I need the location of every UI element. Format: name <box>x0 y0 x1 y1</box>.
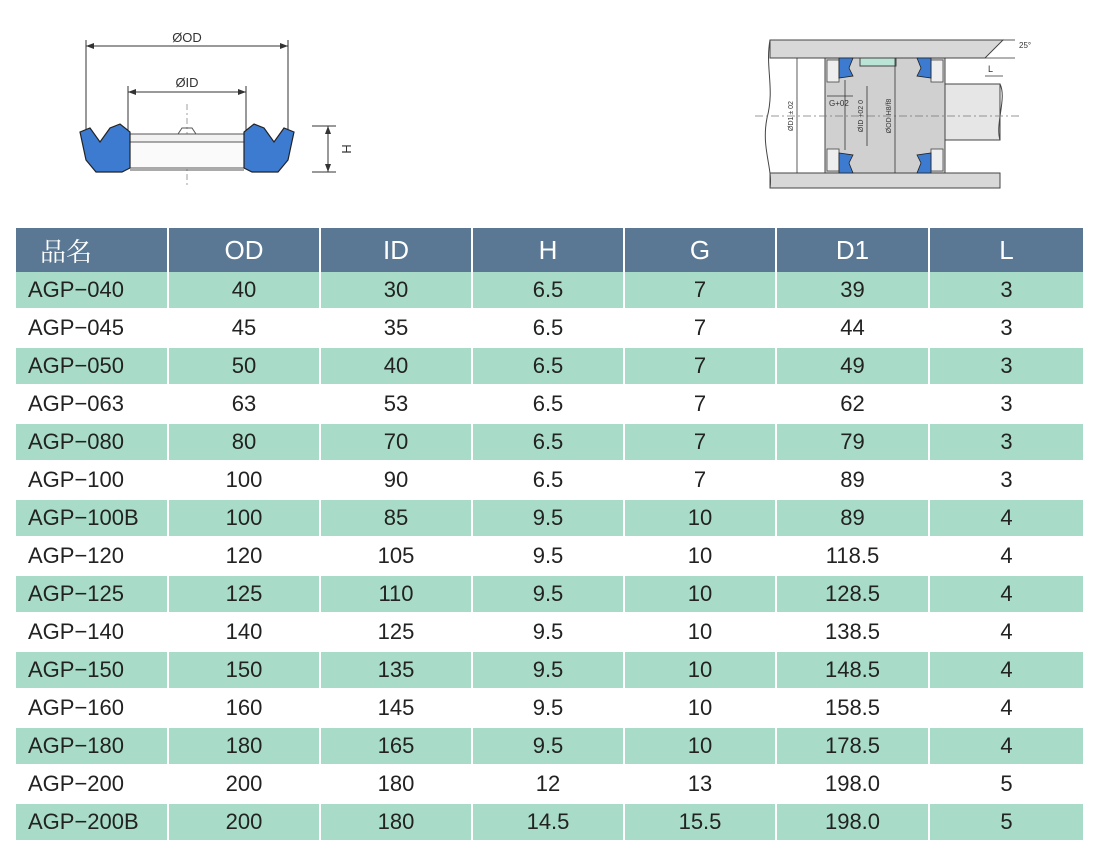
cell-l: 4 <box>929 689 1083 727</box>
cell-g: 7 <box>624 385 776 423</box>
cell-d1: 89 <box>776 499 929 537</box>
cell-g: 13 <box>624 765 776 803</box>
cell-name: AGP−140 <box>16 613 168 651</box>
cell-name: AGP−160 <box>16 689 168 727</box>
cell-name: AGP−045 <box>16 309 168 347</box>
table-header <box>16 228 1083 272</box>
table-row <box>16 537 1083 575</box>
cell-id: 30 <box>320 272 472 309</box>
cell-g: 10 <box>624 537 776 575</box>
cell-od: 45 <box>168 309 320 347</box>
cell-od: 180 <box>168 727 320 765</box>
cell-od: 160 <box>168 689 320 727</box>
table-row <box>16 727 1083 765</box>
column-header-g: G <box>624 228 776 272</box>
column-header-h: H <box>472 228 624 272</box>
cell-id: 145 <box>320 689 472 727</box>
seal-spec-table <box>16 228 1083 842</box>
cell-l: 3 <box>929 309 1083 347</box>
cell-d1: 148.5 <box>776 651 929 689</box>
cell-g: 7 <box>624 309 776 347</box>
cell-l: 4 <box>929 613 1083 651</box>
cell-l: 3 <box>929 347 1083 385</box>
header-row <box>16 228 1083 272</box>
cell-l: 4 <box>929 727 1083 765</box>
cell-l: 3 <box>929 423 1083 461</box>
cell-g: 10 <box>624 613 776 651</box>
chamfer-angle-label: 25° <box>1019 41 1032 50</box>
cell-id: 105 <box>320 537 472 575</box>
table-row <box>16 461 1083 499</box>
cell-d1: 198.0 <box>776 803 929 841</box>
cell-g: 7 <box>624 461 776 499</box>
cell-name: AGP−040 <box>16 272 168 309</box>
cell-d1: 198.0 <box>776 765 929 803</box>
cell-d1: 89 <box>776 461 929 499</box>
cell-name: AGP−200B <box>16 803 168 841</box>
cell-name: AGP−063 <box>16 385 168 423</box>
cell-g: 10 <box>624 651 776 689</box>
table-row <box>16 272 1083 309</box>
table-row <box>16 803 1083 841</box>
table-row <box>16 385 1083 423</box>
cell-h: 9.5 <box>472 689 624 727</box>
cell-id: 35 <box>320 309 472 347</box>
cell-d1: 79 <box>776 423 929 461</box>
cell-h: 14.5 <box>472 803 624 841</box>
cell-name: AGP−080 <box>16 423 168 461</box>
cell-d1: 178.5 <box>776 727 929 765</box>
cell-id: 70 <box>320 423 472 461</box>
table-row <box>16 347 1083 385</box>
g-dimension-label: G+02 <box>829 99 849 108</box>
table-row <box>16 689 1083 727</box>
cell-name: AGP−120 <box>16 537 168 575</box>
cell-id: 125 <box>320 613 472 651</box>
cell-l: 3 <box>929 461 1083 499</box>
cell-id: 85 <box>320 499 472 537</box>
cell-od: 150 <box>168 651 320 689</box>
cell-g: 10 <box>624 727 776 765</box>
cell-od: 100 <box>168 461 320 499</box>
cell-d1: 138.5 <box>776 613 929 651</box>
cell-l: 4 <box>929 537 1083 575</box>
cell-h: 9.5 <box>472 499 624 537</box>
table-body <box>16 272 1083 841</box>
cell-g: 15.5 <box>624 803 776 841</box>
cell-id: 53 <box>320 385 472 423</box>
table-row <box>16 651 1083 689</box>
table-row <box>16 499 1083 537</box>
cell-g: 10 <box>624 689 776 727</box>
cell-g: 7 <box>624 272 776 309</box>
cell-h: 12 <box>472 765 624 803</box>
cell-od: 120 <box>168 537 320 575</box>
cell-name: AGP−125 <box>16 575 168 613</box>
cell-od: 80 <box>168 423 320 461</box>
cell-h: 9.5 <box>472 727 624 765</box>
cell-g: 7 <box>624 423 776 461</box>
table-row <box>16 765 1083 803</box>
cell-id: 165 <box>320 727 472 765</box>
column-header-od: OD <box>168 228 320 272</box>
column-header-l: L <box>929 228 1083 272</box>
cell-h: 9.5 <box>472 651 624 689</box>
cell-h: 6.5 <box>472 347 624 385</box>
cell-name: AGP−150 <box>16 651 168 689</box>
cell-l: 4 <box>929 651 1083 689</box>
cell-g: 10 <box>624 575 776 613</box>
cell-name: AGP−200 <box>16 765 168 803</box>
cell-d1: 128.5 <box>776 575 929 613</box>
cell-d1: 49 <box>776 347 929 385</box>
cell-l: 4 <box>929 499 1083 537</box>
cell-od: 140 <box>168 613 320 651</box>
cell-g: 7 <box>624 347 776 385</box>
table-row <box>16 309 1083 347</box>
cell-name: AGP−100B <box>16 499 168 537</box>
cell-l: 3 <box>929 272 1083 309</box>
cell-id: 110 <box>320 575 472 613</box>
cell-h: 6.5 <box>472 309 624 347</box>
cell-od: 200 <box>168 765 320 803</box>
table-row <box>16 575 1083 613</box>
cell-od: 50 <box>168 347 320 385</box>
cell-l: 5 <box>929 803 1083 841</box>
column-header-id: ID <box>320 228 472 272</box>
cell-od: 125 <box>168 575 320 613</box>
column-header-d1: D1 <box>776 228 929 272</box>
cell-id: 90 <box>320 461 472 499</box>
od-dimension-label: ØOD <box>172 30 202 45</box>
h-dimension-label: H <box>339 144 354 154</box>
cell-id: 40 <box>320 347 472 385</box>
cell-id: 180 <box>320 803 472 841</box>
table-row <box>16 613 1083 651</box>
cell-d1: 44 <box>776 309 929 347</box>
cell-od: 40 <box>168 272 320 309</box>
cell-od: 200 <box>168 803 320 841</box>
l-dimension-label: L <box>988 64 994 74</box>
cell-d1: 158.5 <box>776 689 929 727</box>
groove-id-label: ØID +02 0 <box>858 99 865 133</box>
cell-l: 5 <box>929 765 1083 803</box>
cell-h: 6.5 <box>472 385 624 423</box>
cell-h: 6.5 <box>472 272 624 309</box>
column-header-name: 品名 <box>16 228 168 272</box>
cell-name: AGP−180 <box>16 727 168 765</box>
cell-id: 135 <box>320 651 472 689</box>
cell-id: 180 <box>320 765 472 803</box>
installation-groove-diagram <box>745 28 1065 198</box>
cell-h: 9.5 <box>472 613 624 651</box>
cell-d1: 62 <box>776 385 929 423</box>
cell-h: 6.5 <box>472 461 624 499</box>
table-row <box>16 423 1083 461</box>
cell-h: 9.5 <box>472 537 624 575</box>
cell-l: 4 <box>929 575 1083 613</box>
id-dimension-label: ØID <box>175 75 199 90</box>
cell-od: 100 <box>168 499 320 537</box>
cell-h: 9.5 <box>472 575 624 613</box>
cell-d1: 118.5 <box>776 537 929 575</box>
cell-name: AGP−100 <box>16 461 168 499</box>
seal-dimension-diagram <box>60 20 360 200</box>
cell-od: 63 <box>168 385 320 423</box>
cell-name: AGP−050 <box>16 347 168 385</box>
groove-od-label: ØOD H8/f8 <box>886 98 893 134</box>
cell-d1: 39 <box>776 272 929 309</box>
cell-l: 3 <box>929 385 1083 423</box>
cell-h: 6.5 <box>472 423 624 461</box>
d1-dimension-label: ØD1 ± 02 <box>788 101 795 131</box>
cell-g: 10 <box>624 499 776 537</box>
